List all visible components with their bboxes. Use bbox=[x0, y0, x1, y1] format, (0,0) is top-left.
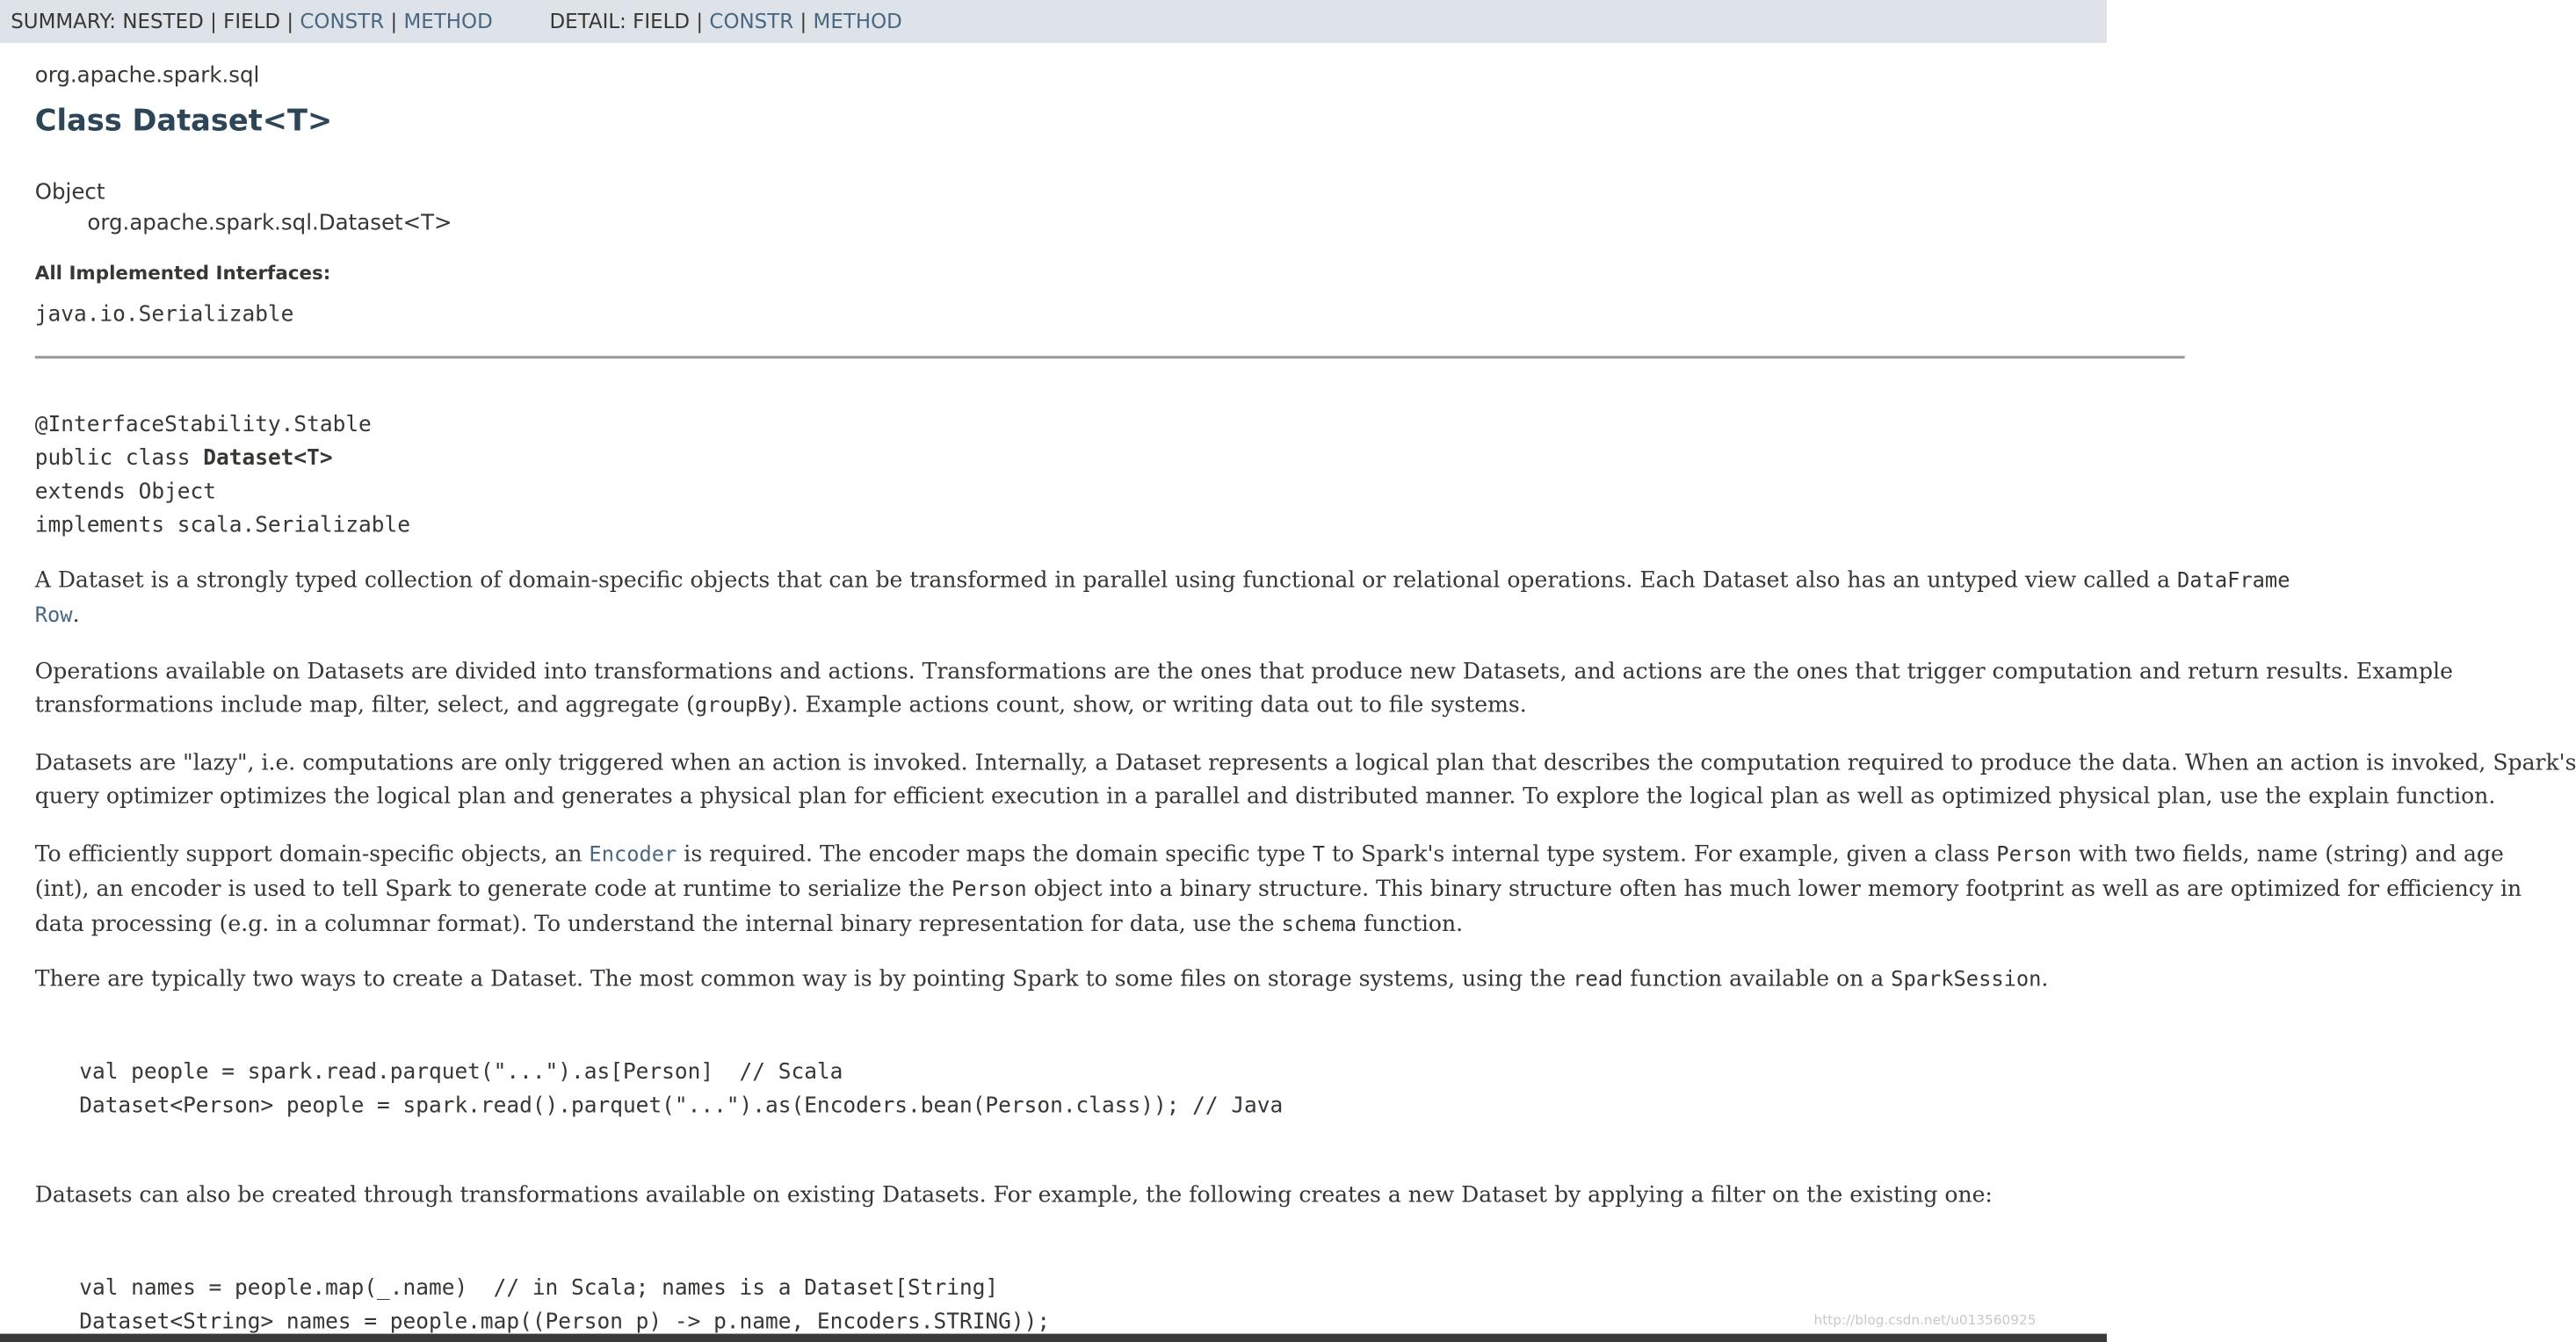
text: transformations include map, filter, select, and aggregate ( bbox=[34, 691, 695, 718]
divider bbox=[35, 356, 2185, 358]
text: Datasets can also be created through transformations available on existing Datasets. For example, the following creates a new Dataset by applying a filter on the existing one: bbox=[34, 1181, 1993, 1208]
sparksession-code: SparkSession bbox=[1891, 967, 2042, 992]
text: is required. The encoder maps the domain specific type bbox=[677, 841, 1313, 867]
separator: | bbox=[210, 9, 217, 34]
inheritance-child: org.apache.spark.sql.Dataset<T> bbox=[87, 209, 452, 235]
text: function available on a bbox=[1623, 965, 1892, 992]
code-line: val names = people.map(_.name) // in Scala; names is a Dataset[String] bbox=[79, 1274, 999, 1301]
separator: | bbox=[696, 9, 704, 34]
code-line: Dataset<Person> people = spark.read().parquet("...").as(Encoders.bean(Person.class)); // Java bbox=[79, 1092, 1284, 1118]
implements-clause: implements scala.Serializable bbox=[34, 511, 410, 538]
summary-field: FIELD bbox=[223, 9, 281, 34]
summary-nested: NESTED bbox=[122, 9, 204, 34]
package-name: org.apache.spark.sql bbox=[34, 61, 260, 88]
extends-clause: extends Object bbox=[34, 478, 217, 504]
description-paragraph-2 bbox=[34, 654, 2453, 723]
text: query optimizer optimizes the logical plan and generates a physical plan for efficient execution in a parallel and distributed manner. To explore the logical plan as well as optimized physical plan, use the explain function. bbox=[34, 783, 2496, 809]
summary-nav bbox=[11, 10, 493, 34]
interfaces-value: java.io.Serializable bbox=[34, 300, 294, 327]
taskbar-edge bbox=[0, 1334, 2107, 1342]
description-paragraph-5 bbox=[35, 962, 2239, 997]
text: Operations available on Datasets are divided into transformations and actions. Transformations are the ones that produce new Datasets, and actions are the ones that trigger computation and return results. Example bbox=[34, 658, 2453, 684]
sub-navigation-bar bbox=[0, 0, 2107, 43]
text: . bbox=[2041, 965, 2049, 992]
text: (int), an encoder is used to tell Spark to generate code at runtime to serialize the bbox=[34, 876, 952, 902]
separator: | bbox=[286, 9, 294, 34]
annotation: @InterfaceStability.Stable bbox=[34, 410, 372, 437]
description-paragraph-1 bbox=[34, 563, 2290, 633]
interfaces-heading: All Implemented Interfaces: bbox=[34, 263, 331, 285]
text: function. bbox=[1357, 910, 1464, 936]
detail-nav bbox=[549, 10, 901, 34]
description-paragraph-4 bbox=[34, 837, 2522, 942]
code-example-1 bbox=[79, 1055, 1283, 1122]
detail-method-link[interactable]: METHOD bbox=[813, 9, 902, 34]
summary-constr-link[interactable]: CONSTR bbox=[300, 9, 385, 34]
text: object into a binary structure. This binary structure often has much lower memory footprint as well as are optimized for efficiency in bbox=[1026, 876, 2522, 902]
detail-field: FIELD bbox=[633, 9, 691, 34]
declaration bbox=[35, 441, 410, 474]
text: To efficiently support domain-specific objects, an bbox=[34, 841, 590, 867]
detail-prefix: DETAIL: bbox=[549, 9, 626, 34]
text: There are typically two ways to create a Dataset. The most common way is by pointing Spark to some files on storage systems, using the bbox=[34, 965, 1574, 992]
separator: | bbox=[800, 9, 807, 34]
read-code: read bbox=[1573, 967, 1624, 992]
text: to Spark's internal type system. For example, given a class bbox=[1325, 841, 1997, 867]
text: data processing (e.g. in a columnar format). To understand the internal binary representation for data, use the bbox=[34, 910, 1282, 936]
detail-constr-link[interactable]: CONSTR bbox=[709, 9, 794, 34]
dataframe-code: DataFrame bbox=[2177, 567, 2290, 593]
summary-method-link[interactable]: METHOD bbox=[403, 9, 493, 34]
decl-name: Dataset<T> bbox=[203, 444, 333, 471]
class-title: Class Dataset<T> bbox=[34, 105, 333, 139]
separator: | bbox=[390, 9, 398, 34]
class-signature bbox=[35, 407, 410, 541]
summary-prefix: SUMMARY: bbox=[11, 9, 117, 34]
watermark: http://blog.csdn.net/u013560925 bbox=[1813, 1313, 2037, 1329]
groupby-code: groupBy bbox=[694, 693, 783, 718]
code-line: Dataset<String> names = people.map((Person p) -> p.name, Encoders.STRING)); bbox=[79, 1308, 1051, 1334]
description-paragraph-6 bbox=[35, 1178, 2239, 1211]
text: A Dataset is a strongly typed collection of domain-specific objects that can be transformed in parallel using functional or relational operations. Each Dataset also has an untyped view called a bbox=[34, 566, 2178, 593]
text: ). Example actions count, show, or writing data out to file systems. bbox=[782, 691, 1527, 718]
code-line: val people = spark.read.parquet("...").as[Person] // Scala bbox=[79, 1058, 843, 1085]
text: Datasets are "lazy", i.e. computations are only triggered when an action is invoked. Internally, a Dataset represents a logical plan that describes the computation required to produce the data. When an action is invoked, Spark's bbox=[34, 749, 2576, 776]
row-link[interactable]: Row bbox=[34, 602, 73, 628]
person-code: Person bbox=[1996, 841, 2072, 867]
description-paragraph-3 bbox=[34, 746, 2576, 812]
code-example-2 bbox=[79, 1271, 1050, 1338]
decl-prefix: public class bbox=[34, 444, 204, 471]
text: . bbox=[72, 602, 80, 628]
inheritance-root: Object bbox=[34, 178, 105, 205]
schema-code: schema bbox=[1281, 912, 1357, 936]
person-code: Person bbox=[952, 877, 1027, 902]
type-t-code: T bbox=[1312, 841, 1326, 867]
text: with two fields, name (string) and age bbox=[2071, 841, 2504, 867]
encoder-link[interactable]: Encoder bbox=[589, 841, 677, 867]
